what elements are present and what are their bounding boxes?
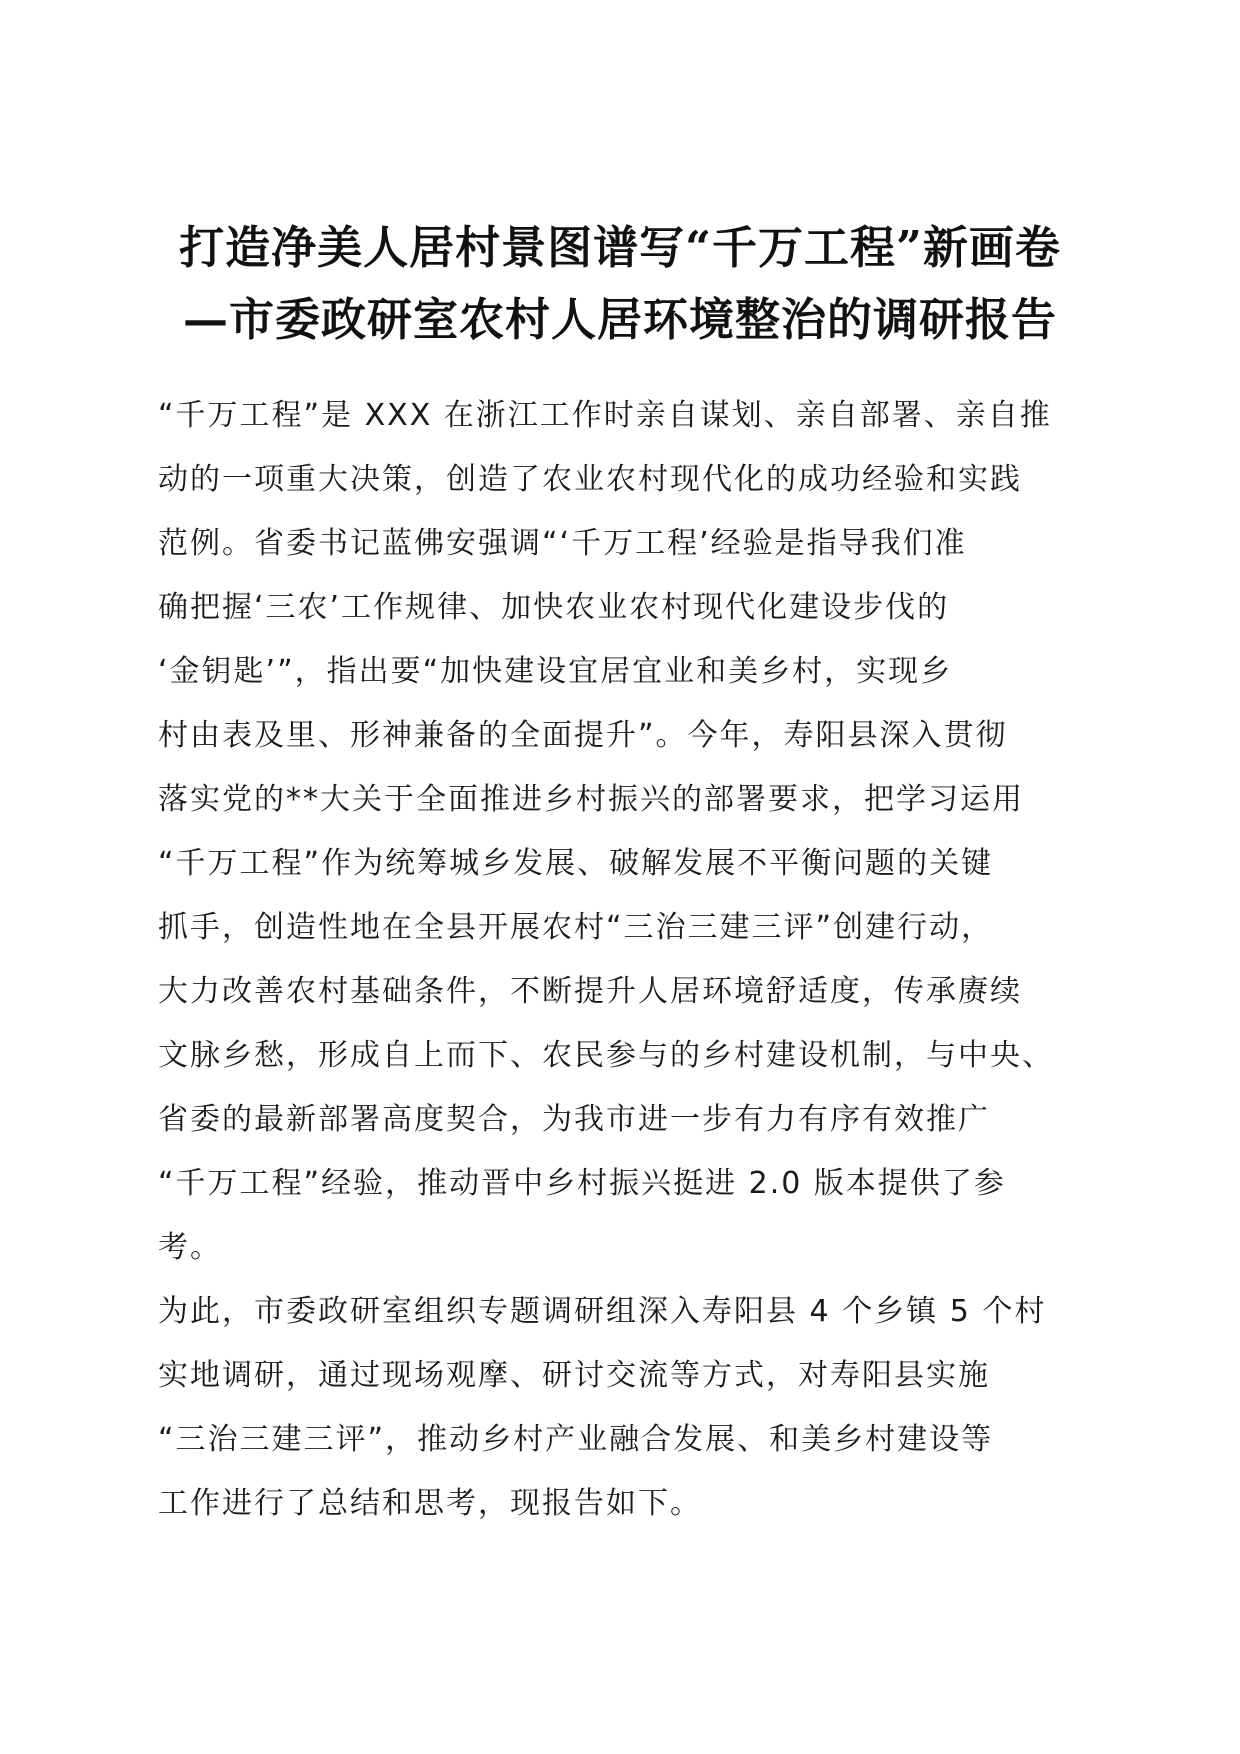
- text-line: 工作进行了总结和思考，现报告如下。: [158, 1486, 702, 1521]
- text-line: 为此，市委政研室组织专题调研组深入寿阳县 4 个乡镇 5 个村: [158, 1294, 1047, 1329]
- title-line-main: 打造净美人居村景图谱写“千万工程”新画卷: [179, 221, 1061, 274]
- document-title: [150, 212, 1090, 356]
- text-line: 村由表及里、形神兼备的全面提升”。今年，寿阳县深入贯彻: [158, 718, 1008, 753]
- paragraph-intro: [158, 384, 1088, 1280]
- text-line: “千万工程”是 XXX 在浙江工作时亲自谋划、亲自部署、亲自推: [158, 398, 1052, 433]
- paragraph-purpose: [158, 1280, 1088, 1536]
- text-line: 动的一项重大决策，创造了农业农村现代化的成功经验和实践: [158, 462, 1022, 497]
- text-line: 落实党的**大关于全面推进乡村振兴的部署要求，把学习运用: [158, 782, 1024, 817]
- text-line: 大力改善农村基础条件，不断提升人居环境舒适度，传承赓续: [158, 974, 1022, 1009]
- text-line: 考。: [158, 1230, 222, 1265]
- text-line: “千万工程”经验，推动晋中乡村振兴挺进 2.0 版本提供了参: [158, 1166, 1006, 1201]
- document-body: [158, 384, 1088, 1536]
- text-line: 确把握‘三农’工作规律、加快农业农村现代化建设步伐的: [158, 590, 950, 625]
- text-line: 文脉乡愁，形成自上而下、农民参与的乡村建设机制，与中央、: [158, 1038, 1054, 1073]
- text-line: ‘金钥匙’”，指出要“加快建设宜居宜业和美乡村，实现乡: [158, 654, 953, 689]
- text-line: 实地调研，通过现场观摩、研讨交流等方式，对寿阳县实施: [158, 1358, 990, 1393]
- text-line: “三治三建三评”，推动乡村产业融合发展、和美乡村建设等: [158, 1422, 994, 1457]
- text-line: 省委的最新部署高度契合，为我市进一步有力有序有效推广: [158, 1102, 990, 1137]
- text-line: 抓手，创造性地在全县开展农村“三治三建三评”创建行动，: [158, 910, 994, 945]
- text-line: “千万工程”作为统筹城乡发展、破解发展不平衡问题的关键: [158, 846, 994, 881]
- title-line-subtitle: —市委政研室农村人居环境整治的调研报告: [182, 293, 1057, 346]
- text-line: 范例。省委书记蓝佛安强调“‘千万工程’经验是指导我们准: [158, 526, 967, 561]
